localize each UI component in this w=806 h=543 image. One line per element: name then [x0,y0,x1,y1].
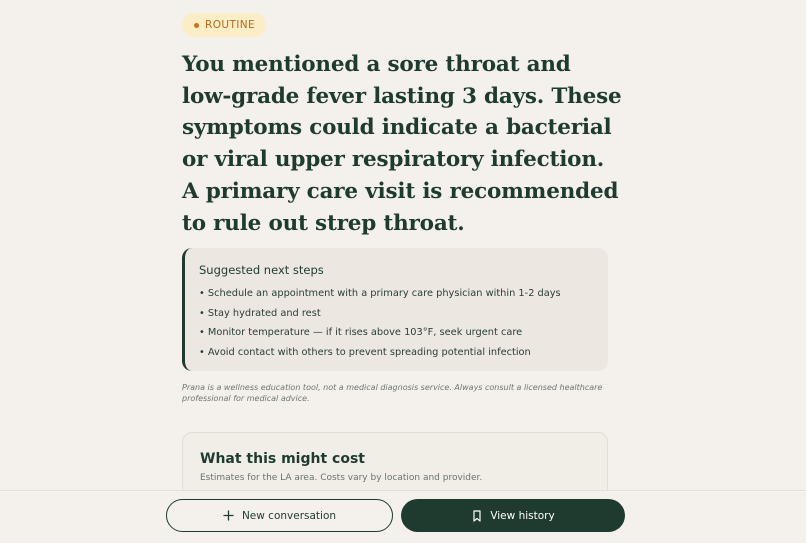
list-item: • Stay hydrated and rest [199,307,321,319]
next-steps-title: Suggested next steps [199,263,324,277]
action-bar [0,490,806,543]
medical-disclaimer: Prana is a wellness education tool, not a medical diagnosis service. Always consult a licensed healthcare professional for medical advice. [182,383,603,403]
bookmark-icon [471,510,483,522]
list-item: • Avoid contact with others to prevent spreading potential infection [199,346,531,358]
list-item: • Monitor temperature — if it rises above 103°F, seek urgent care [199,327,523,338]
severity-badge [182,13,266,37]
view-history-button[interactable] [401,499,625,532]
cost-title: What this might cost [200,451,365,467]
list-item: • Schedule an appointment with a primary care physician within 1-2 days [199,288,561,299]
cost-subtitle: Estimates for the LA area. Costs vary by location and provider. [200,473,483,483]
next-steps-card [182,248,608,371]
new-conversation-label: New conversation [241,509,337,522]
assessment-headline: You mentioned a sore throat and low-grade fever lasting 3 days. These symptoms could indicate a bacterial or viral upper respiratory infection. A primary care visit is recommended to rule out strep throat. [182,52,622,236]
new-conversation-button[interactable] [166,499,393,532]
view-history-label: View history [490,509,555,522]
plus-icon [223,510,235,522]
severity-badge-label: ROUTINE [205,19,256,31]
status-dot-icon [194,23,199,28]
next-steps-list [199,284,594,362]
